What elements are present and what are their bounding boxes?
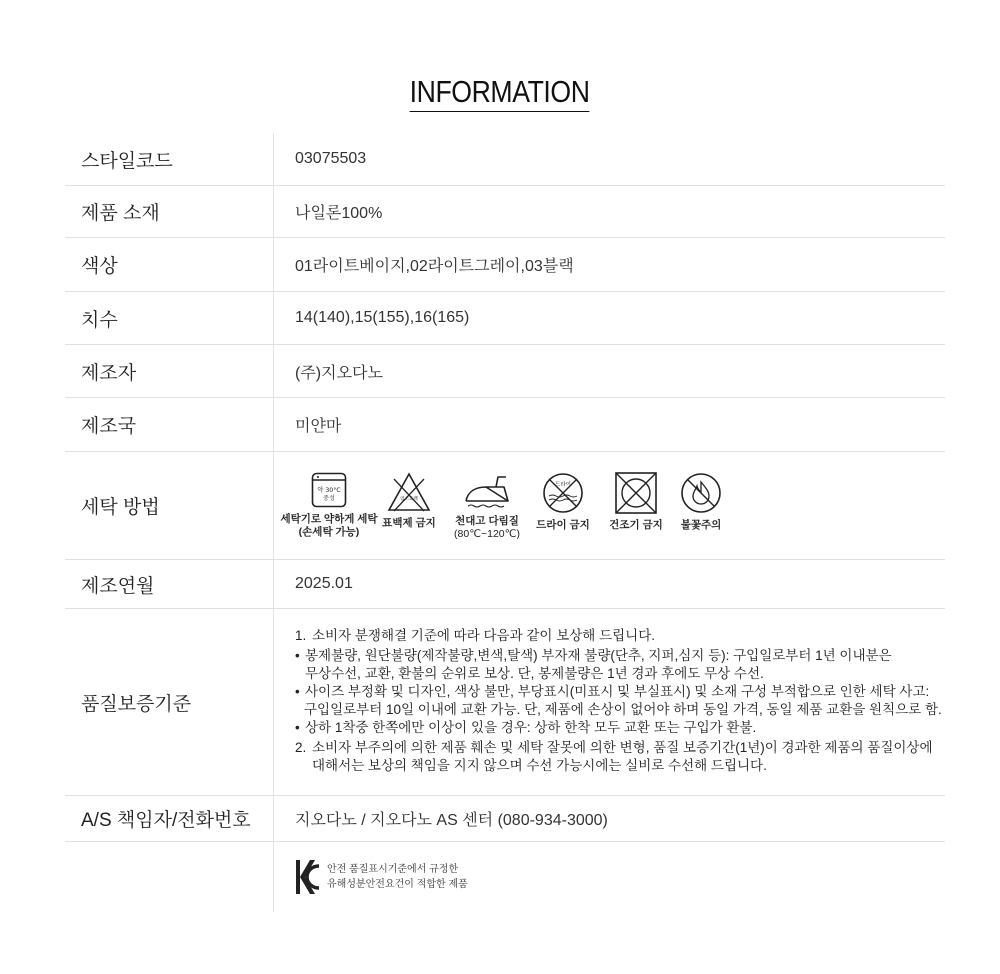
wash-item-no-tumble-dry: [599, 471, 673, 532]
bullet: •: [295, 720, 300, 735]
row-color: [65, 238, 945, 292]
value-country: 미얀마: [295, 418, 342, 435]
kc-text-line-1: 안전 품질표시기준에서 규정한: [327, 864, 459, 875]
quality-item-2: [295, 739, 945, 757]
quality-number: 1.: [295, 628, 307, 643]
row-style-code: [65, 133, 945, 186]
page-title-wrap: [0, 74, 1000, 112]
bullet: •: [295, 648, 300, 663]
wash-item-hand-wash: [280, 471, 378, 539]
hand-wash-icon: [310, 471, 348, 509]
value-kc: [274, 842, 945, 912]
row-material: [65, 186, 945, 238]
wash-caption: [454, 515, 520, 541]
wash-caption: [382, 517, 436, 530]
no-bleach-icon: [386, 471, 432, 513]
label-quality: 품질보증기준: [65, 609, 274, 795]
info-table: [65, 133, 945, 912]
quality-text: 상하 1착중 한쪽에만 이상이 있을 경우: 상하 한착 모두 교환 또는 구입가 환불.: [305, 720, 757, 735]
no-tumble-dry-icon: [614, 471, 658, 515]
quality-text: 대해서는 보상의 책임을 지지 않으며 수선 가능시에는 실비로 수선해 드립니다.: [312, 758, 767, 773]
wash-caption-line: 건조기 금지: [609, 518, 663, 531]
wash-caption-line: 드라이 금지: [536, 518, 590, 531]
wash-caption-line: (손세탁 가능): [298, 525, 360, 538]
row-as: [65, 796, 945, 842]
value-material: 나일론100%: [295, 205, 383, 222]
wash-caption-line: 불꽃주의: [680, 518, 722, 531]
label-manufacturer: 제조자: [65, 345, 274, 397]
kc-text: [327, 862, 468, 892]
wash-caption-line: (80℃~120℃): [454, 527, 520, 540]
row-manufacture-date: [65, 560, 945, 609]
value-size: 14(140),15(155),16(165): [295, 309, 470, 326]
row-country: [65, 398, 945, 452]
row-manufacturer: [65, 345, 945, 398]
value-style-code: 03075503: [295, 150, 367, 167]
value-manufacture-date: 2025.01: [295, 575, 353, 592]
row-quality: [65, 609, 945, 796]
label-washing: 세탁 방법: [65, 452, 274, 559]
quality-text: 무상수선, 교환, 환불의 순위로 보상. 단, 봉제불량은 1년 경과 후에도 무상 수선.: [305, 666, 764, 681]
wash-item-fire-caution: [673, 471, 729, 532]
bullet: •: [295, 684, 300, 699]
kc-certification: [274, 858, 468, 896]
row-kc: [65, 842, 945, 912]
label-material: 제품 소재: [65, 186, 274, 237]
quality-item-1: [295, 627, 945, 645]
row-size: [65, 292, 945, 345]
quality-text: 소비자 분쟁해결 기준에 따라 다음과 같이 보상해 드립니다.: [312, 628, 655, 643]
washing-icons: [280, 471, 729, 541]
kc-text-line-2: 유해성분안전요건이 적합한 제품: [327, 879, 468, 890]
kc-mark-icon: [295, 858, 321, 896]
wash-caption-line: 천대고 다림질: [455, 514, 519, 527]
quality-bullet-3: [295, 719, 945, 737]
quality-text: 구입일로부터 10일 이내에 교환 가능. 단, 제품에 손상이 없어야 하며 동일 가격, 동일 제품 교환을 원칙으로 함.: [304, 702, 942, 717]
page-title: INFORMATION: [410, 74, 590, 112]
no-dry-clean-icon-text: 드라이: [555, 481, 571, 488]
no-bleach-icon-text: 염소표백: [400, 496, 418, 502]
value-manufacturer: (주)지오다노: [295, 364, 383, 382]
label-as: A/S 책임자/전화번호: [65, 796, 274, 841]
value-washing: [274, 452, 945, 559]
wash-caption: [609, 519, 663, 532]
wash-caption-line: 표백제 금지: [382, 516, 436, 529]
wash-caption-line: 세탁기로 약하게 세탁: [280, 512, 378, 525]
hand-wash-icon-text-2: 중성: [323, 494, 335, 502]
iron-icon: [460, 471, 514, 511]
label-color: 색상: [65, 238, 274, 291]
label-manufacture-date: 제조연월: [65, 560, 274, 608]
label-style-code: 스타일코드: [65, 133, 274, 185]
value-color: 01라이트베이지,02라이트그레이,03블랙: [295, 258, 574, 275]
wash-caption: [681, 519, 722, 532]
wash-item-no-dry-clean: [527, 471, 599, 532]
value-as: 지오다노 / 지오다노 AS 센터 (080-934-3000): [295, 812, 608, 829]
label-kc-empty: [65, 842, 274, 912]
value-quality: [274, 609, 945, 795]
quality-text: 봉제불량, 원단불량(제작불량,변색,탈색) 부자재 불량(단추, 지퍼,심지 등): 구입일로부터 1년 이내분은: [305, 648, 892, 663]
hand-wash-icon-text-1: 약 30°C: [317, 486, 341, 494]
wash-caption: [536, 519, 590, 532]
wash-item-no-bleach: [371, 471, 447, 530]
quality-bullet-2: [295, 683, 945, 701]
label-country: 제조국: [65, 398, 274, 451]
quality-bullet-1: [295, 647, 945, 665]
fire-caution-icon: [679, 471, 723, 515]
quality-text: 사이즈 부정확 및 디자인, 색상 불만, 부당표시(미표시 및 부실표시) 및 소재 구성 부적합으로 인한 세탁 사고:: [305, 684, 930, 699]
row-washing: [65, 452, 945, 560]
label-size: 치수: [65, 292, 274, 344]
no-dry-clean-icon: [541, 471, 585, 515]
wash-caption: [280, 513, 377, 539]
quality-text: 소비자 부주의에 의한 제품 훼손 및 세탁 잘못에 의한 변형, 품질 보증기간(1년)이 경과한 제품의 품질이상에: [312, 740, 933, 755]
wash-item-iron: [447, 471, 527, 541]
quality-number: 2.: [295, 740, 307, 755]
